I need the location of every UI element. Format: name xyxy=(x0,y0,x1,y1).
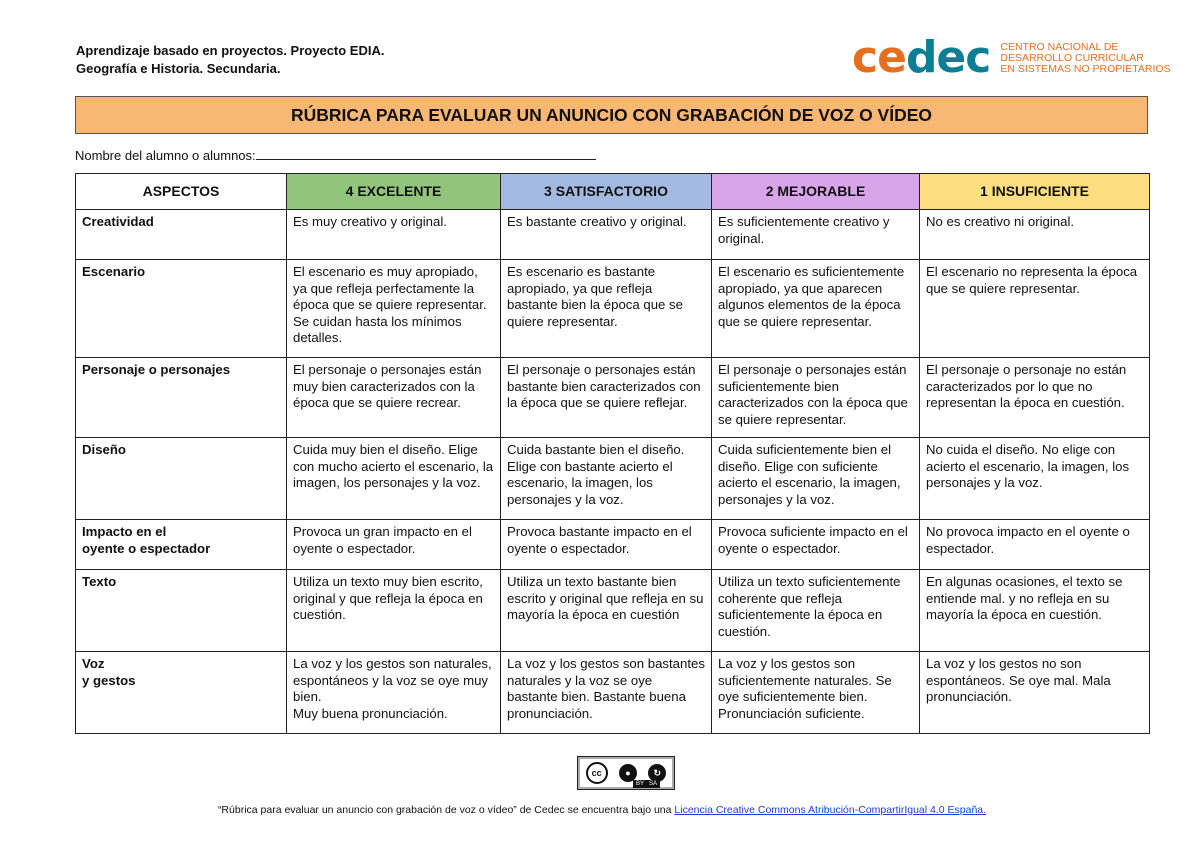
aspect-diseno: Diseño xyxy=(76,438,287,520)
cell-insuficiente: El personaje o personaje no están caracterizados por lo que no representan la época en cuestión. xyxy=(920,358,1150,438)
header-satisfactorio: 3 SATISFACTORIO xyxy=(501,174,712,210)
cell-satisfactorio: Es bastante creativo y original. xyxy=(501,210,712,260)
student-name-blank-line xyxy=(256,147,596,160)
student-name-label: Nombre del alumno o alumnos: xyxy=(75,148,256,163)
cell-satisfactorio: El personaje o personajes están bastante bien caracterizados con la época que se quiere reflejar. xyxy=(501,358,712,438)
student-name-field xyxy=(75,147,596,163)
cc-labels: BY SA xyxy=(633,780,660,788)
aspect-voz-gestos: Voz y gestos xyxy=(76,652,287,734)
header-line-1: Aprendizaje basado en proyectos. Proyecto EDIA. xyxy=(76,43,385,58)
by-person-icon: ● xyxy=(619,764,637,782)
cedec-logo-tagline: CENTRO NACIONAL DE DESARROLLO CURRICULAR EN SISTEMAS NO PROPIETARIOS xyxy=(1000,40,1171,75)
cell-satisfactorio: Es escenario es bastante apropiado, ya que refleja bastante bien la época que se quiere representar. xyxy=(501,260,712,358)
rubric-table xyxy=(75,173,1150,734)
table-row xyxy=(76,358,1150,438)
cedec-logo xyxy=(852,32,1171,83)
rubric-header-row xyxy=(76,174,1150,210)
cell-satisfactorio: Provoca bastante impacto en el oyente o espectador. xyxy=(501,520,712,570)
cc-icon: cc xyxy=(586,762,608,784)
cell-insuficiente: No cuida el diseño. No elige con acierto el escenario, la imagen, los personajes y la voz. xyxy=(920,438,1150,520)
license-footer xyxy=(0,804,1204,816)
aspect-personajes: Personaje o personajes xyxy=(76,358,287,438)
aspect-texto: Texto xyxy=(76,570,287,652)
cell-insuficiente: No es creativo ni original. xyxy=(920,210,1150,260)
cell-excelente: Cuida muy bien el diseño. Elige con mucho acierto el escenario, la imagen, los personajes y la voz. xyxy=(287,438,501,520)
rubric-title: RÚBRICA PARA EVALUAR UN ANUNCIO CON GRABACIÓN DE VOZ O VÍDEO xyxy=(75,96,1148,134)
header-line-2: Geografía e Historia. Secundaria. xyxy=(76,61,281,76)
cell-excelente: Es muy creativo y original. xyxy=(287,210,501,260)
cell-insuficiente: La voz y los gestos no son espontáneos. Se oye mal. Mala pronunciación. xyxy=(920,652,1150,734)
table-row xyxy=(76,260,1150,358)
cell-satisfactorio: Utiliza un texto bastante bien escrito y original que refleja en su mayoría la época en cuestión xyxy=(501,570,712,652)
aspect-impacto: Impacto en el oyente o espectador xyxy=(76,520,287,570)
aspect-escenario: Escenario xyxy=(76,260,287,358)
table-row xyxy=(76,520,1150,570)
document-header xyxy=(76,42,384,78)
cell-mejorable: Es suficientemente creativo y original. xyxy=(712,210,920,260)
share-alike-icon: ↻ xyxy=(648,764,666,782)
cell-insuficiente: El escenario no representa la época que se quiere representar. xyxy=(920,260,1150,358)
cell-mejorable: La voz y los gestos son suficientemente naturales. Se oye suficientemente bien. Pronunciación suficiente. xyxy=(712,652,920,734)
cell-excelente: El personaje o personajes están muy bien caracterizados con la época que se quiere recrear. xyxy=(287,358,501,438)
header-mejorable: 2 MEJORABLE xyxy=(712,174,920,210)
cedec-logo-word: cedec xyxy=(852,32,991,83)
license-text: “Rúbrica para evaluar un anuncio con grabación de voz o vídeo” de Cedec se encuentra bajo una xyxy=(217,804,675,816)
cell-mejorable: Provoca suficiente impacto en el oyente o espectador. xyxy=(712,520,920,570)
cell-insuficiente: En algunas ocasiones, el texto se entiende mal. y no refleja en su mayoría la época en cuestión. xyxy=(920,570,1150,652)
cell-satisfactorio: La voz y los gestos son bastantes naturales y la voz se oye bastante bien. Bastante buena pronunciación. xyxy=(501,652,712,734)
header-insuficiente: 1 INSUFICIENTE xyxy=(920,174,1150,210)
table-row xyxy=(76,210,1150,260)
cell-mejorable: El personaje o personajes están suficientemente bien caracterizados con la época que se quiere representar. xyxy=(712,358,920,438)
table-row xyxy=(76,570,1150,652)
table-row xyxy=(76,438,1150,520)
cell-excelente: La voz y los gestos son naturales, espontáneos y la voz se oye muy bien. Muy buena pronunciación. xyxy=(287,652,501,734)
cell-excelente: Utiliza un texto muy bien escrito, original y que refleja la época en cuestión. xyxy=(287,570,501,652)
cell-satisfactorio: Cuida bastante bien el diseño. Elige con bastante acierto el escenario, la imagen, los personajes y la voz. xyxy=(501,438,712,520)
cc-license-badge[interactable] xyxy=(577,756,675,790)
cell-insuficiente: No provoca impacto en el oyente o espectador. xyxy=(920,520,1150,570)
license-link[interactable]: Licencia Creative Commons Atribución-CompartirIgual 4.0 España. xyxy=(674,804,987,816)
cell-mejorable: Utiliza un texto suficientemente coherente que refleja suficientemente la época en cuestión. xyxy=(712,570,920,652)
cell-mejorable: El escenario es suficientemente apropiado, ya que aparecen algunos elementos de la época que se quiere representar. xyxy=(712,260,920,358)
header-excelente: 4 EXCELENTE xyxy=(287,174,501,210)
header-aspectos: ASPECTOS xyxy=(76,174,287,210)
cell-excelente: Provoca un gran impacto en el oyente o espectador. xyxy=(287,520,501,570)
cell-mejorable: Cuida suficientemente bien el diseño. Elige con suficiente acierto el escenario, la imagen, personajes y la voz. xyxy=(712,438,920,520)
cell-excelente: El escenario es muy apropiado, ya que refleja perfectamente la época que se quiere representar. Se cuidan hasta los mínimos detalles. xyxy=(287,260,501,358)
aspect-creatividad: Creatividad xyxy=(76,210,287,260)
table-row xyxy=(76,652,1150,734)
